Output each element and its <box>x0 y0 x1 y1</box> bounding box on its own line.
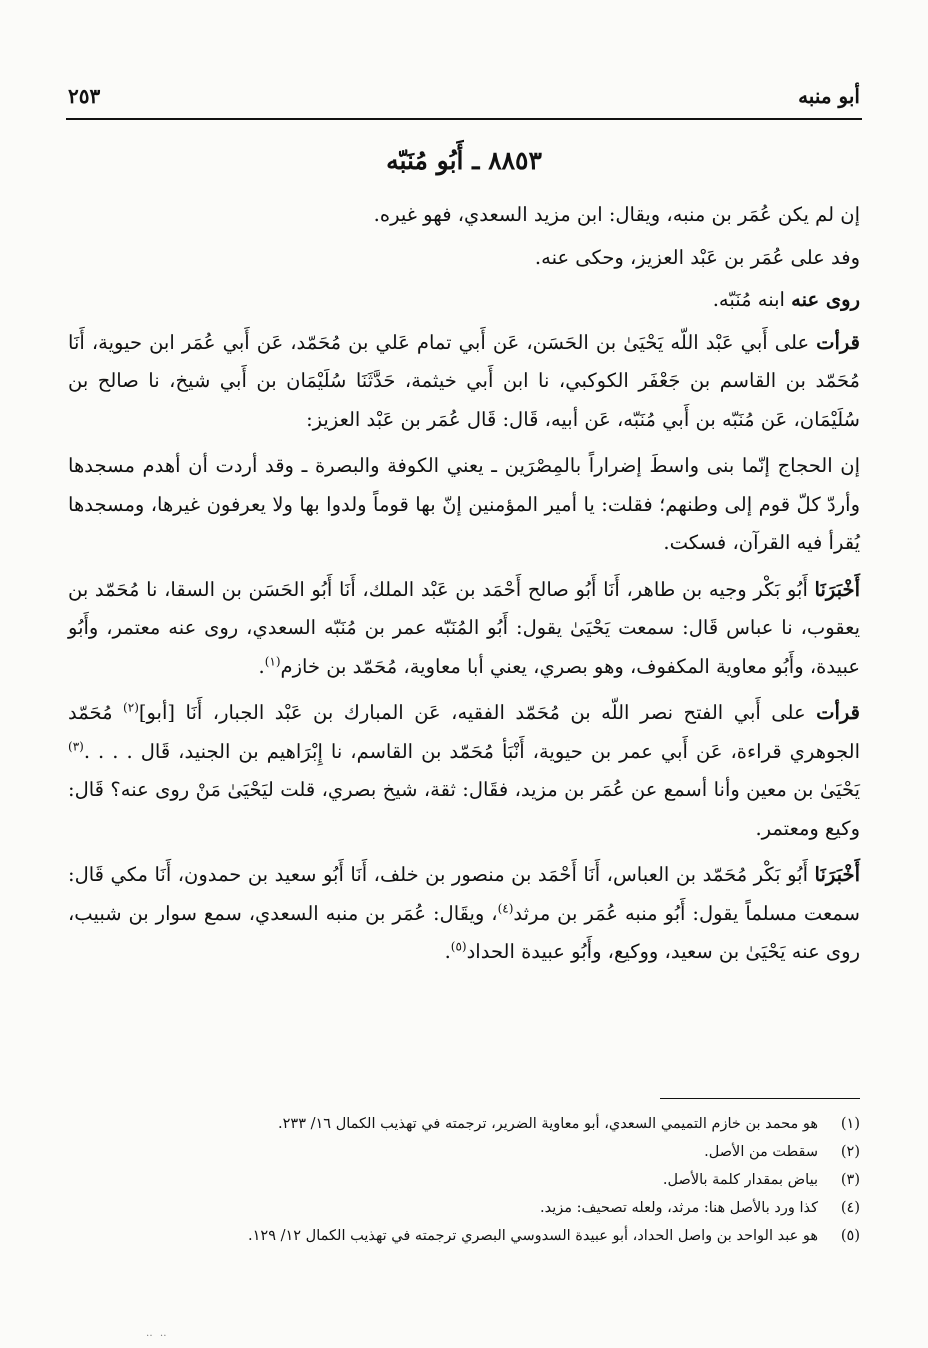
footnote-ref[interactable]: (٣) <box>68 739 84 753</box>
footnote-ref[interactable]: (٥) <box>450 939 467 954</box>
paragraph-text: على أَبي الفتح نصر اللّه بن مُحَمّد الفقيه، عَن المبارك بن عَبْد الجبار، أَنَا [أبو] <box>138 701 817 724</box>
page-number: ٢٥٣ <box>68 84 101 108</box>
footnote <box>68 1110 860 1138</box>
page-header <box>68 78 860 108</box>
paragraph-5 <box>68 447 860 563</box>
footnote-ref[interactable]: (١) <box>264 654 281 668</box>
paragraph-1 <box>68 196 860 235</box>
footnote-text: سقطت من الأصل. <box>704 1144 818 1160</box>
paragraph-lead: روى عنه <box>791 288 860 311</box>
entry-body <box>68 196 860 980</box>
paragraph-text: أَبُو بَكْر وجيه بن طاهر، أَنَا أَبُو صالح أَحْمَد بن عَبْد الملك، أَنَا أَبُو الحَسَن بن السقا، نا مُحَمّد بن يعقوب، نا عباس قَال: سمعت يَحْيَىٰ يقول: أَبُو المُنَبّه عمر بن مُنَبّه السعدي، روى عنه معتمر، وأَبُو عبيدة، وأَبُو معاوية المكفوف، وهو بصري، يعني أبا معاوية، مُحَمّد بن خازم <box>68 577 860 678</box>
footnote-ref[interactable]: (٤) <box>497 901 514 915</box>
footnote <box>68 1138 860 1166</box>
header-rule <box>66 118 862 120</box>
footnote <box>68 1222 860 1250</box>
paragraph-text: أَبُو بَكْر مُحَمّد بن العباس، أَنَا أَحْمَد بن منصور بن خلف، أَنَا أَبُو سعيد بن حمدون، أَنَا مكي قَال: سمعت مسلماً يقول: أَبُو منبه عُمَر بن مرثد <box>68 863 860 925</box>
paragraph-text: ابنه مُنَبّه. <box>712 288 792 311</box>
paragraph-lead: أَخْبَرَنَا <box>814 863 860 886</box>
footnote-text: هو محمد بن خازم التميمي السعدي، أبو معاوية الضرير، ترجمته في تهذيب الكمال ١٦/ ٢٣٣. <box>278 1116 818 1132</box>
paragraph-lead: أَخْبَرَنَا <box>814 577 860 601</box>
footnote-text: بياض بمقدار كلمة بالأصل. <box>662 1172 818 1188</box>
footnote-number: (٣) <box>840 1172 860 1188</box>
scan-mark: ‥ ‥ <box>146 1328 169 1339</box>
footnote-text: كذا ورد بالأصل هنا: مرثد، ولعله تصحيف: مزيد. <box>540 1200 818 1216</box>
footnotes <box>68 1110 860 1250</box>
footnote-number: (١) <box>840 1116 860 1132</box>
paragraph-2 <box>68 239 860 278</box>
paragraph-7 <box>68 694 860 848</box>
paragraph-text: إن الحجاج إنّما بنى واسطَ إضراراً بالمِصْرَين ـ يعني الكوفة والبصرة ـ وقد أردت أن أهدم مسجدها وأردّ كلّ قوم إلى وطنهم؛ فقلت: يا أمير المؤمنين إنّ بها قوماً ولدوا بها ولا يعرفون غيرها، ومسجدها يُقرأ فيه القرآن، فسكت. <box>68 454 860 554</box>
footnote-text: هو عبد الواحد بن واصل الحداد، أبو عبيدة السدوسي البصري ترجمته في تهذيب الكمال ١٢/ ١٢٩. <box>248 1228 818 1244</box>
running-title: أبو منبه <box>798 84 860 108</box>
paragraph-text-mid: مُحَمّد الجوهري قراءة، عَن أَبي عمر بن حيوية، أَنْبَأ مُحَمّد بن القاسم، نا إِبْرَاهيم بن الجنيد، قَال . . . . <box>68 701 860 763</box>
paragraph-text: إن لم يكن عُمَر بن منبه، ويقال: ابن مزيد السعدي، فهو غيره. <box>373 203 860 226</box>
paragraph-text-tail: يَحْيَىٰ بن معين وأنا أسمع عن عُمَر بن مزيد، فقَال: ثقة، شيخ بصري، قلت ليَحْيَىٰ مَنْ روى عنه؟ قَال: وكيع ومعتمر. <box>68 778 860 840</box>
paragraph-3 <box>68 281 860 320</box>
entry-title: ٨٨٥٣ ـ أَبُو مُنَبّه <box>386 146 542 175</box>
paragraph-4 <box>68 324 860 440</box>
footnote-ref[interactable]: (٢) <box>123 700 139 715</box>
footnote-number: (٤) <box>840 1200 860 1216</box>
paragraph-text-tail: . <box>258 654 265 678</box>
footnote-number: (٢) <box>840 1144 860 1160</box>
paragraph-lead: قرأت <box>816 701 860 724</box>
paragraph-text-mid: ، ويقَال: عُمَر بن منبه السعدي، سمع سوار بن شبيب، روى عنه يَحْيَىٰ بن سعيد، ووكيع، وأَبُو عبيدة الحداد <box>68 901 860 963</box>
paragraph-text: وفد على عُمَر بن عَبْد العزيز، وحكى عنه. <box>534 245 860 269</box>
paragraph-text-tail: . <box>444 940 451 963</box>
paragraph-text: على أَبي عَبْد اللّه يَحْيَىٰ بن الحَسَن، عَن أَبي تمام عَلي بن مُحَمّد، عَن أَبي عُمَر ابن حيوية، أَنَا مُحَمّد بن القاسم بن جَعْفَر الكوكبي، نا ابن أَبي خيثمة، حَدَّثَنَا سُلَيْمَان بن أَبي شيخ، نا صالح بن سُلَيْمَان، عَن مُنَبّه بن أَبي مُنَبّه، عَن أبيه، قَال: قَال عُمَر بن عَبْد العزيز: <box>68 330 860 431</box>
footnote-rule <box>660 1098 860 1099</box>
footnote <box>68 1194 860 1222</box>
paragraph-lead: قرأت <box>816 330 860 354</box>
footnote <box>68 1166 860 1194</box>
paragraph-8 <box>68 856 860 972</box>
paragraph-6 <box>68 571 860 687</box>
footnote-number: (٥) <box>840 1228 860 1244</box>
